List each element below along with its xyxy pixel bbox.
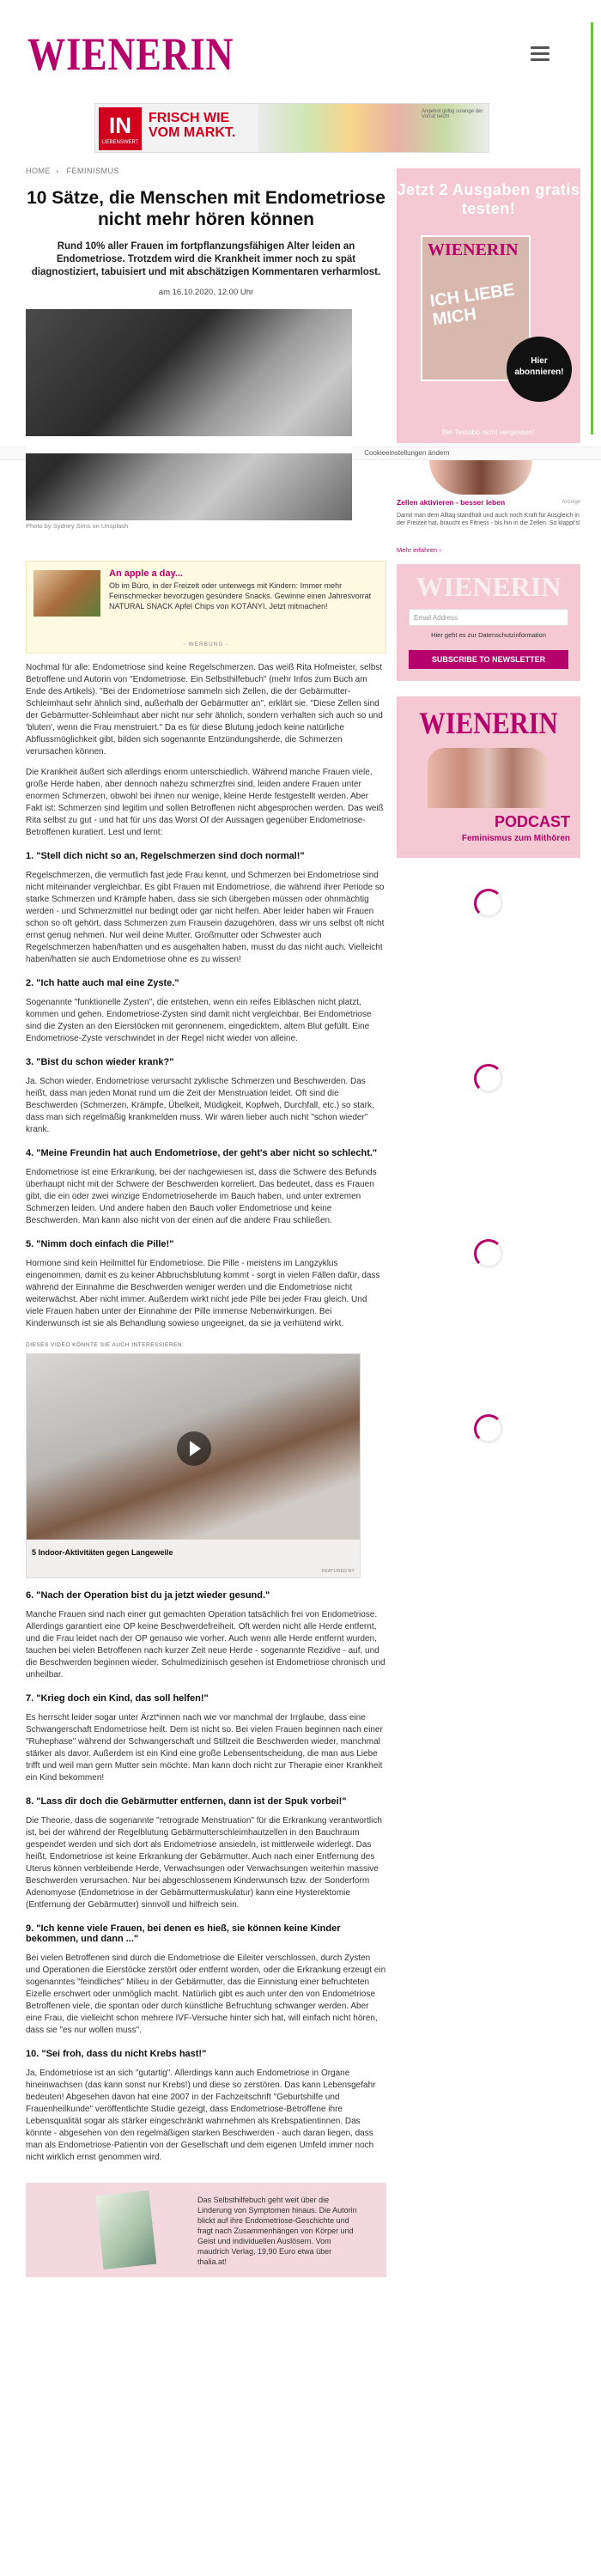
paragraph: Nochmal für alle: Endometriose sind keine Regelschmerzen. Das weiß Rita Hofmeister, selbst Betroffene und Autorin von "Endometriose. Ein Selbsthilfebuch" (mehr Infos zum Buch am Ende des Artikels). "Bei der Endometriose sammeln sich Zellen, die der Gebärmutter-Schleimhaut sehr ähnlich sind, außerhalb der Gebärmutter an", erklärt sie. "Diese Zellen sind der Gebärmutter-Schleimhaut aber nicht nur sehr ähnlich, sondern verhalten sich auch so und 'bluten', wenn die Frau menstruiert." Da es für diese Blutung jedoch keine natürliche Abflussmöglichkeit gibt, bilden sich sogenannte Entzündungsherde, die Schmerzen verursachen können.	[26, 663, 383, 756]
hero-image	[26, 309, 352, 520]
section-heading: 5. "Nimm doch einfach die Pille!"	[26, 1239, 174, 1249]
site-header	[0, 0, 601, 163]
teaser-title[interactable]: Zellen aktivieren - besser leben	[397, 498, 506, 507]
video-player[interactable]	[26, 1353, 361, 1578]
subscribe-newsletter-button[interactable]: SUBSCRIBE TO NEWSLETTER	[409, 650, 568, 669]
email-field[interactable]: Email Address	[409, 609, 568, 626]
video-title: 5 Indoor-Aktivitäten gegen Langeweile	[32, 1548, 173, 1557]
teaser-ad-label: Anzeige	[562, 500, 580, 505]
book-box	[26, 2183, 386, 2277]
paragraph: Sogenannte "funktionelle Zysten", die entstehen, wenn ein reifes Eibläschen nicht platzt, kommen und gehen. Endometriose-Zysten sind damit nicht vergleichbar. Bei Endometriose sind die Zysten an den Eierstöcken mit geronnenem, eingedicktem, altem Blut gefüllt. Eine Endometriose-Zyste verschwindet in der Regel nicht wieder von alleine.	[26, 998, 372, 1043]
ad-small-text: Angebot gültig solange der Vorrat reicht	[422, 109, 483, 119]
video-label: DIESES VIDEO KÖNNTE SIE AUCH INTERESSIEREN:	[26, 1342, 185, 1348]
loading-spinner-3	[397, 1239, 580, 1268]
loading-spinner-4	[397, 1414, 580, 1443]
magazine-logo: WIENERIN	[428, 240, 519, 259]
subscribe-badge[interactable]: Hier abonnieren!	[507, 337, 572, 402]
newsletter-box	[397, 564, 580, 681]
section-heading: 10. "Sei froh, dass du nicht Krebs hast!"	[26, 2049, 207, 2059]
paragraph: Manche Frauen sind nach einer gut gemachten Operation tatsächlich frei von Endometriose. Allerdings garantiert eine OP keine Beschwerdefreiheit. Oft werden nicht alle Herde entfernt, und die Frau leidet nach der OP genauso wie vorher. Auch wenn alle Herde entfernt wurden, tauchen bei vielen Betroffenen nach kurzer Zeit neue Herde - sogenannte Rezidive - auf, und die Beschwerden beginnen wieder. Schulmedizinisch gesehen ist Endometriose chronisch und unheilbar.	[26, 1610, 385, 1680]
breadcrumb-section[interactable]: FEMINISMUS	[66, 167, 120, 175]
ad-logo: IN LIEBENSWERT	[99, 107, 142, 150]
promo-label: - WERBUNG -	[183, 641, 229, 647]
breadcrumb-home[interactable]: HOME	[26, 167, 51, 175]
podcast-box[interactable]	[397, 696, 580, 858]
menu-icon[interactable]	[531, 46, 549, 62]
podcast-image	[428, 748, 548, 808]
video-featured-by: FEATURED BY	[321, 1569, 355, 1574]
article-body	[26, 662, 386, 2164]
photo-credit: Photo by Sydney Sims on Unsplash	[26, 522, 129, 530]
paragraph: Es herrscht leider sogar unter Ärzt*innen nach wie vor manchmal der Irrglaube, dass eine Schwangerschaft Endometriose heilt. Dem ist nicht so. Bei vielen Frauen beginnen nach einer "Ruhephase" während der Schwangerschaft und Stillzeit die Beschwerden wieder, manchmal stärker als davor. Außerdem ist ein Kind eine große Lebensentscheidung, die man aus Liebe trifft und weil man gern Mutter sein möchte. Man kann doch nicht zur Therapie einer Krankheit ein Kind bekommen!	[26, 1713, 383, 1783]
article-title: 10 Sätze, die Menschen mit Endometriose nicht mehr hören können	[27, 188, 385, 229]
article-lead: Rund 10% aller Frauen im fortpflanzungsfähigen Alter leiden an Endometriose. Trotzdem wird die Krankheit immer noch zu spät diagnostiziert, tabuisiert und mit abschätzigen Kommentaren verharmlost.	[31, 241, 381, 277]
video-teaser	[26, 1342, 386, 1578]
article	[26, 167, 386, 2277]
section-heading: 9. "Ich kenne viele Frauen, bei denen es hieß, sie können keine Kinder bekommen, und dann ..."	[26, 1923, 341, 1944]
teaser-image	[429, 460, 532, 495]
paragraph: Regelschmerzen, die vermutlich fast jede Frau kennt, und Schmerzen bei Endometriose sind nicht miteinander vergleichbar. Es gibt Frauen mit Endometriose, die während ihrer Periode so starke Schmerzen und Krämpfe haben, dass sie sich übergeben müssen oder ohnmächtig werden - und Schmerzmittel nur bedingt oder gar nicht helfen. Aber leider haben wir Frauen schon so oft gehört, dass Schmerzen zum Frausein dazugehören, dass wir uns selbst oft nicht ernst genug nehmen. Nur weil deine Mutter, Großmutter oder Schwester auch Regelschmerzen haben/hatten und es ausgehalten haben, musst du das nicht auch. Vielleicht haben/hatten sie auch Endometriose ohne es zu wissen!	[26, 871, 385, 964]
play-icon[interactable]	[177, 1431, 211, 1466]
promo-text: Ob im Büro, in der Freizeit oder unterwegs mit Kindern: Immer mehr Feinschmecker bevorzugen gesündere Snacks. Gewinne einen Jahresvorrat NATURAL SNACK Apfel Chips von KOTÁNYI. Jetzt mitmachen!	[109, 581, 372, 611]
sidebar	[397, 168, 580, 1443]
promo-title[interactable]: An apple a day...	[109, 568, 183, 579]
section-heading: 8. "Lass dir doch die Gebärmutter entfernen, dann ist der Spuk vorbei!"	[26, 1796, 347, 1807]
paragraph: Hormone sind kein Heilmittel für Endometriose. Die Pille - meistens im Langzyklus eingenommen, damit es zu keiner Abbruchsblutung kommt - sorgt in vielen Fällen dafür, dass während der Einnahme die Beschwerden weniger werden und die Endometriose nicht weiterwächst. Aber nicht immer. Außerdem wirkt nicht jede Pille bei jeder Frau gleich. Und viele Frauen haben unter der Einnahme der Pille immense Nebenwirkungen. Bei Kinderwunsch ist sie als Behandlung sowieso ungeeignet, da sie ja verhütend wirkt.	[26, 1259, 380, 1328]
loading-spinner-2	[397, 1064, 580, 1093]
subscription-title: Jetzt 2 Ausgaben gratis testen!	[397, 181, 580, 217]
teaser-text: Damit man dem Alltag standhält und auch noch Kraft für Ausgleich in der Freizeit hat, braucht es Fitness - bis hin in die Zellen. So klappt's!	[397, 513, 580, 526]
breadcrumb: HOME › FEMINISMUS	[26, 167, 120, 175]
promo-image	[33, 570, 100, 617]
section-heading: 7. "Krieg doch ein Kind, das soll helfen!"	[26, 1693, 209, 1704]
book-text: Das Selbsthilfebuch geht weit über die Linderung von Symptomen hinaus. Die Autorin blickt auf ihre Endometriose-Geschichte und fragt nach Zusammenhängen von Körper und Geist und individuellen Auslösern. Vom maudrich Verlag, 19,90 Euro etwa über thalia.at!	[197, 2196, 357, 2266]
podcast-title: PODCAST	[494, 813, 570, 830]
paragraph: Die Theorie, dass die sogenannte "retrograde Menstruation" für die Erkrankung verantwortlich ist, bei der während der Regelblutung Gebärmutterschleimhautzellen in den Bauchraum gespendet werden und sich dort als Endometriose ansiedeln, ist mittlerweile widerlegt. Das heißt, Endometriose ist keine Erkrankung der Gebärmutter. Auch nach einer Entfernung des Uterus können verbleibende Herde, Verwachsungen oder Verwachsungen weiterhin massive Beschwerden verursachen. Nur bei abgeschlossenem Kinderwunsch bzw. der Sonderform Adenomyose (Endometriose in der Gebärmuttermuskulatur) kann eine Hysterektomie (Entfernung der Gebärmutter) sinnvoll und hilfreich sein.	[26, 1816, 382, 1910]
promo-box[interactable]	[26, 561, 386, 653]
sidebar-teaser[interactable]	[397, 460, 580, 512]
section-heading: 6. "Nach der Operation bist du ja jetzt wieder gesund."	[26, 1590, 270, 1601]
paragraph: Bei vielen Betroffenen sind durch die Endometriose die Eileiter verschlossen, durch Zysten und Operationen die Eierstöcke zerstört oder entfernt worden, oder die Erkrankung erzeugt ein sogenanntes "feindliches" Milieu in der Gebärmutter, das die Einnistung einer befruchteten Eizelle erschwert oder unmöglich macht. Natürlich gibt es auch unter den von Endometriose Betroffenen viele, die spontan oder durch künstliche Befruchtung schwanger werden. Aber eine Frau, die vielleicht schon mehrere IVF-Versuche hinter sich hat, will einfach nicht hören, dass sie "es nur wollen muss".	[26, 1953, 386, 2035]
ad-claim: FRISCH WIE VOM MARKT.	[149, 111, 236, 140]
magazine-headline: ICH LIEBE MICH	[428, 280, 516, 330]
podcast-subtitle: Feminismus zum Mithören	[461, 834, 570, 843]
privacy-link[interactable]: Hier geht es zur Datenschutzinformation	[431, 631, 546, 639]
article-date: am 16.10.2020, 12.00 Uhr	[158, 288, 254, 297]
paragraph: Ja. Schon wieder. Endometriose verursacht zyklische Schmerzen und Beschwerden. Das heißt, dass man jeden Monat rund um die Zeit der Menstruation leidet. Oft sind die Beschwerden (Schmerzen, Krämpfe, Übelkeit, Müdigkeit, Kopfweh, Durchfall, etc.) so stark, dass man sich regelmäßig krankmelden muss. Wir wären lieber auch nicht "schon wieder" krank.	[26, 1077, 374, 1134]
subscription-box[interactable]	[397, 168, 580, 443]
section-heading: 3. "Bist du schon wieder krank?"	[26, 1057, 174, 1067]
section-heading: 2. "Ich hatte auch mal eine Zyste."	[26, 978, 179, 988]
footer-link-cookie-settings[interactable]: Cookieeinstellungen ändern	[364, 449, 450, 457]
section-heading: 1. "Stell dich nicht so an, Regelschmerzen sind doch normal!"	[26, 851, 305, 861]
newsletter-logo: WIENERIN	[416, 571, 562, 602]
section-heading: 4. "Meine Freundin hat auch Endometriose, der geht's aber nicht so schlecht."	[26, 1148, 378, 1158]
loading-spinner-1	[397, 889, 580, 918]
paragraph: Endometriose ist eine Erkrankung, bei der nachgewiesen ist, dass die Schwere des Befunds überhaupt nicht mit der Schwere der Beschwerden korreliert. Das bedeutet, dass es Frauen gibt, die ein oder zwei winzige Endometrioseherde im Bauch haben, und unter extremen Schmerzen leiden. Und andere haben den Bauch voller Endometriose und keine Beschwerden. Man kann also nicht von der einen auf die andere Frau schließen.	[26, 1168, 377, 1225]
read-more-link[interactable]: Mehr erfahren ›	[397, 546, 441, 554]
podcast-logo: WIENERIN	[419, 706, 558, 740]
book-cover-image[interactable]	[96, 2190, 157, 2269]
paragraph: Ja, Endometriose ist an sich "gutartig". Allerdings kann auch Endometriose in Organe hineinwachsen (das kann sonst nur Krebs!) und diese so zerstören. Das kann Lebensgefahr bedeuten! Abgesehen davon hat eine 2007 in der Fachzeitschrift "Geburtshilfe und Frauenheilkunde" veröffentlichte Studie gezeigt, dass Endometriose-Betroffene ihre Lebensqualität sogar als stärker eingeschränkt wahrnehmen als Krebspatientinnen. Das könnte - abgesehen von den regelmäßigen starken Beschwerden - auch daran liegen, dass man als Endometriose-Patientin von der Gesellschaft und dem eigenen Umfeld immer noch nicht wirklich ernst genommen wird.	[26, 2069, 376, 2162]
paragraph: Die Krankheit äußert sich allerdings enorm unterschiedlich. Während manche Frauen viele, große Herde haben, aber dennoch nahezu schmerzfrei sind, leiden andere Frauen unter enormen Schmerzen, obwohl bei ihnen nur wenige, kleine Herde festgestellt werden. Aber Fakt ist: Schmerzen sind legitim und sollen Betroffenen nicht abgesprochen werden. Das weiß Rita selbst zu gut - und hat für uns das Worst Of der Aussagen gegenüber Endometriose-Betroffenen kuratiert. Lest und lernt:	[26, 768, 384, 837]
top-banner-ad[interactable]	[94, 103, 489, 153]
subscription-link[interactable]: Bei Testabo nicht vergessen!	[441, 428, 536, 436]
site-logo[interactable]: WIENERIN	[27, 28, 234, 80]
scroll-indicator	[591, 22, 593, 434]
